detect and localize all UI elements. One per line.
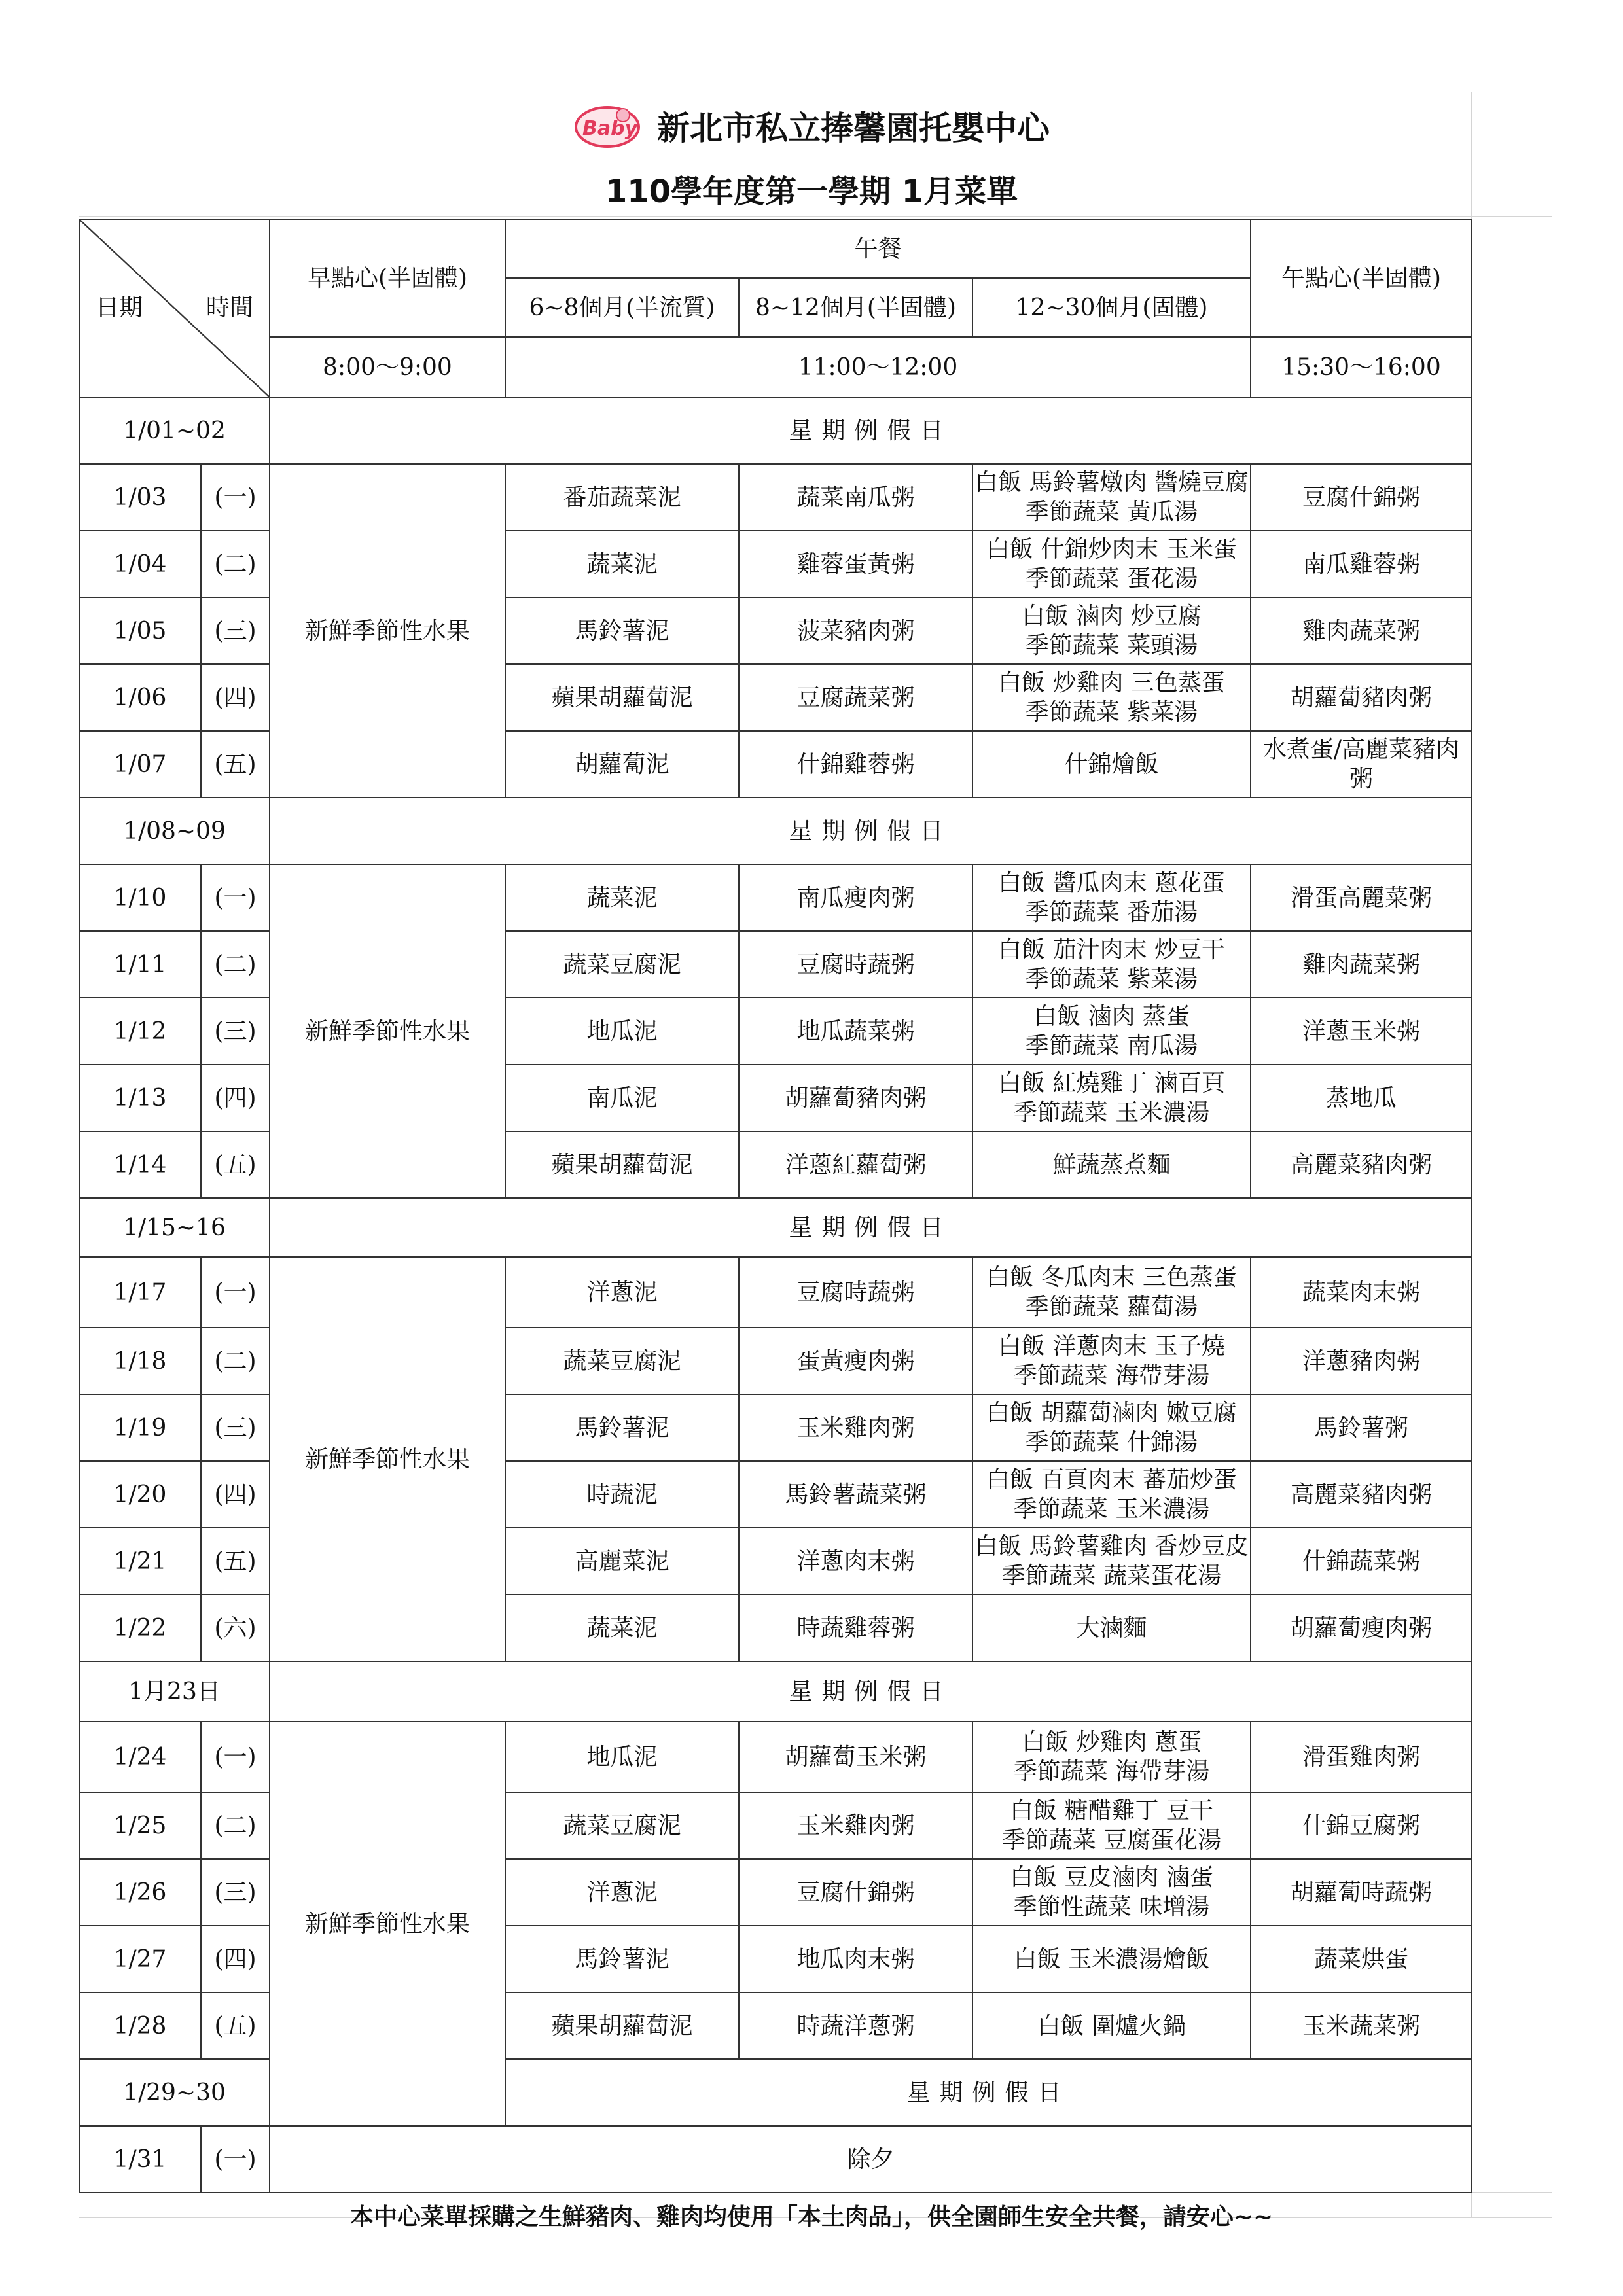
lunch-6-8: 馬鈴薯泥 [505, 1926, 739, 1992]
holiday-date: 1/01~02 [79, 397, 270, 464]
date-cell: 1/05 [79, 597, 201, 664]
date-cell: 1/21 [79, 1528, 201, 1595]
lunch-8-12: 蛋黃瘦肉粥 [739, 1328, 972, 1394]
lunch-12-30 [972, 1328, 1251, 1394]
weekday-cell: (三) [201, 998, 270, 1065]
lunch-8-12: 洋蔥紅蘿蔔粥 [739, 1131, 972, 1198]
lunch-12-30-line2: 季節蔬菜 菜頭湯 [1025, 632, 1198, 659]
lunch-12-30 [972, 1595, 1251, 1661]
holiday-label: 星期例假日 [270, 798, 1472, 864]
date-cell: 1/19 [79, 1394, 201, 1461]
lunch-12-30 [972, 464, 1251, 531]
lunch-8-12: 什錦雞蓉粥 [739, 731, 972, 798]
lunch-6-8: 時蔬泥 [505, 1461, 739, 1528]
lunch-6-8: 胡蘿蔔泥 [505, 731, 739, 798]
lunch-12-30-line2: 季節蔬菜 什錦湯 [1025, 1429, 1198, 1456]
holiday-date: 1/08~09 [79, 798, 270, 864]
special-cell: 除夕 [270, 2126, 1472, 2193]
lunch-12-30-line1: 什錦燴飯 [1064, 751, 1159, 778]
lunch-12-30 [972, 1528, 1251, 1595]
date-cell: 1/12 [79, 998, 201, 1065]
snack-cell: 胡蘿蔔時蔬粥 [1251, 1859, 1472, 1926]
lunch-6-8: 洋蔥泥 [505, 1257, 739, 1328]
lunch-6-8: 蔬菜泥 [505, 1595, 739, 1661]
lunch-12-30-line1: 白飯 豆皮滷肉 滷蛋 [1010, 1864, 1213, 1891]
date-cell: 1/03 [79, 464, 201, 531]
holiday-row [79, 1198, 1472, 1257]
lunch-12-30 [972, 1722, 1251, 1792]
lunch-12-30-line1: 白飯 糖醋雞丁 豆干 [1010, 1797, 1213, 1824]
lunch-6-8: 馬鈴薯泥 [505, 1394, 739, 1461]
lunch-6-8: 洋蔥泥 [505, 1859, 739, 1926]
baby-logo-icon [573, 102, 641, 149]
lunch-time: 11:00～12:00 [505, 337, 1251, 397]
lunch-12-30-line1: 白飯 洋蔥肉末 玉子燒 [998, 1333, 1225, 1360]
holiday-date: 1/29~30 [79, 2059, 270, 2126]
snack-cell: 玉米蔬菜粥 [1251, 1992, 1472, 2059]
lunch-12-30-line2: 季節蔬菜 蘿蔔湯 [1025, 1294, 1198, 1320]
lunch-12-30 [972, 1257, 1251, 1328]
breakfast-fruit: 新鮮季節性水果 [270, 1722, 505, 2126]
date-cell: 1/25 [79, 1792, 201, 1859]
date-cell: 1/27 [79, 1926, 201, 1992]
lunch-6-8: 高麗菜泥 [505, 1528, 739, 1595]
lunch-6-8: 蔬菜泥 [505, 864, 739, 931]
breakfast-header: 早點心(半固體) [270, 219, 505, 337]
lunch-6-8: 地瓜泥 [505, 1722, 739, 1792]
lunch-8-12: 玉米雞肉粥 [739, 1792, 972, 1859]
snack-cell: 蔬菜肉末粥 [1251, 1257, 1472, 1328]
snack-cell: 蔬菜烘蛋 [1251, 1926, 1472, 1992]
weekday-cell: (四) [201, 1461, 270, 1528]
weekday-cell: (四) [201, 664, 270, 731]
date-cell: 1/24 [79, 1722, 201, 1792]
lunch-8-12: 蔬菜南瓜粥 [739, 464, 972, 531]
center-title [0, 99, 1623, 152]
lunch-8-12: 南瓜瘦肉粥 [739, 864, 972, 931]
lunch-12-30-line2: 季節蔬菜 海帶芽湯 [1013, 1758, 1210, 1785]
weekday-cell: (二) [201, 531, 270, 597]
sheet-guide [79, 216, 1552, 217]
weekday-cell: (二) [201, 1792, 270, 1859]
lunch-12-30-line1: 白飯 馬鈴薯燉肉 醬燒豆腐 [974, 469, 1249, 496]
weekday-cell: (二) [201, 931, 270, 998]
weekday-cell: (三) [201, 1394, 270, 1461]
lunch-8-12-header: 8~12個月(半固體) [739, 278, 972, 337]
weekday-cell: (一) [201, 1257, 270, 1328]
lunch-12-30-line1: 白飯 紅燒雞丁 滷百頁 [998, 1070, 1225, 1097]
weekday-cell: (三) [201, 1859, 270, 1926]
lunch-6-8: 蘋果胡蘿蔔泥 [505, 1131, 739, 1198]
holiday-label: 星期例假日 [270, 1661, 1472, 1722]
holiday-label: 星期例假日 [270, 397, 1472, 464]
lunch-12-30-line1: 白飯 圍爐火鍋 [1037, 2012, 1186, 2040]
holiday-row [79, 1661, 1472, 1722]
breakfast-fruit: 新鮮季節性水果 [270, 464, 505, 798]
lunch-12-30 [972, 1131, 1251, 1198]
lunch-12-30-header: 12~30個月(固體) [972, 278, 1251, 337]
lunch-12-30-line2: 季節蔬菜 南瓜湯 [1025, 1033, 1198, 1059]
time-label: 時間 [205, 294, 253, 321]
date-cell: 1/22 [79, 1595, 201, 1661]
date-cell: 1/20 [79, 1461, 201, 1528]
lunch-12-30-line1: 白飯 醬瓜肉末 蔥花蛋 [998, 870, 1225, 896]
lunch-12-30-line2: 季節蔬菜 玉米濃湯 [1013, 1496, 1210, 1523]
lunch-8-12: 豆腐時蔬粥 [739, 1257, 972, 1328]
lunch-12-30 [972, 1065, 1251, 1131]
lunch-6-8: 蘋果胡蘿蔔泥 [505, 664, 739, 731]
lunch-12-30-line2: 季節蔬菜 番茄湯 [1025, 899, 1198, 926]
snack-time: 15:30～16:00 [1251, 337, 1472, 397]
lunch-12-30-line1: 白飯 胡蘿蔔滷肉 嫩豆腐 [986, 1400, 1237, 1426]
lunch-6-8: 蔬菜豆腐泥 [505, 1792, 739, 1859]
breakfast-fruit: 新鮮季節性水果 [270, 1257, 505, 1661]
menu-table [79, 219, 1472, 2193]
weekday-cell: (一) [201, 464, 270, 531]
snack-cell: 雞肉蔬菜粥 [1251, 597, 1472, 664]
date-cell: 1/07 [79, 731, 201, 798]
lunch-8-12: 雞蓉蛋黃粥 [739, 531, 972, 597]
snack-cell: 雞肉蔬菜粥 [1251, 931, 1472, 998]
weekday-cell: (一) [201, 1722, 270, 1792]
lunch-12-30-line1: 白飯 冬瓜肉末 三色蒸蛋 [986, 1264, 1237, 1291]
lunch-12-30 [972, 1792, 1251, 1859]
weekday-cell: (二) [201, 1328, 270, 1394]
menu-row [79, 1722, 1472, 1792]
date-label: 日期 [96, 294, 143, 321]
lunch-12-30 [972, 1992, 1251, 2059]
snack-cell: 滑蛋雞肉粥 [1251, 1722, 1472, 1792]
breakfast-time: 8:00～9:00 [270, 337, 505, 397]
date-cell: 1/10 [79, 864, 201, 931]
date-cell: 1/26 [79, 1859, 201, 1926]
lunch-12-30-line1: 白飯 什錦炒肉末 玉米蛋 [986, 536, 1237, 563]
lunch-8-12: 胡蘿蔔豬肉粥 [739, 1065, 972, 1131]
lunch-8-12: 地瓜蔬菜粥 [739, 998, 972, 1065]
lunch-8-12: 馬鈴薯蔬菜粥 [739, 1461, 972, 1528]
lunch-12-30-line2: 季節蔬菜 紫菜湯 [1025, 699, 1198, 726]
date-cell: 1/28 [79, 1992, 201, 2059]
lunch-12-30-line1: 白飯 茄汁肉末 炒豆干 [998, 936, 1225, 963]
lunch-6-8: 番茄蔬菜泥 [505, 464, 739, 531]
lunch-8-12: 時蔬洋蔥粥 [739, 1992, 972, 2059]
date-cell: 1/18 [79, 1328, 201, 1394]
weekday-cell: (一) [201, 864, 270, 931]
date-cell: 1/31 [79, 2126, 201, 2193]
lunch-12-30 [972, 864, 1251, 931]
holiday-label: 星期例假日 [505, 2059, 1472, 2126]
footer-note: 本中心菜單採購之生鮮豬肉、雞肉均使用「本土肉品」，供全園師生安全共餐，請安心~~ [349, 2203, 1274, 2231]
lunch-8-12: 胡蘿蔔玉米粥 [739, 1722, 972, 1792]
menu-row [79, 1257, 1472, 1328]
weekday-cell: (五) [201, 1131, 270, 1198]
lunch-12-30 [972, 1859, 1251, 1926]
weekday-cell: (三) [201, 597, 270, 664]
date-cell: 1/13 [79, 1065, 201, 1131]
snack-cell: 什錦豆腐粥 [1251, 1792, 1472, 1859]
lunch-8-12: 玉米雞肉粥 [739, 1394, 972, 1461]
snack-header: 午點心(半固體) [1251, 219, 1472, 337]
snack-cell: 蒸地瓜 [1251, 1065, 1472, 1131]
holiday-date: 1月23日 [79, 1661, 270, 1722]
lunch-8-12: 豆腐蔬菜粥 [739, 664, 972, 731]
lunch-12-30-line2: 季節蔬菜 海帶芽湯 [1013, 1362, 1210, 1389]
weekday-cell: (五) [201, 1528, 270, 1595]
lunch-12-30-line2: 季節蔬菜 玉米濃湯 [1013, 1099, 1210, 1126]
date-time-header [79, 219, 270, 397]
lunch-6-8: 地瓜泥 [505, 998, 739, 1065]
lunch-12-30-line2: 季節蔬菜 蔬菜蛋花湯 [1001, 1563, 1222, 1589]
lunch-12-30 [972, 931, 1251, 998]
holiday-label: 星期例假日 [270, 1198, 1472, 1257]
lunch-6-8: 蔬菜豆腐泥 [505, 931, 739, 998]
lunch-6-8: 蔬菜豆腐泥 [505, 1328, 739, 1394]
lunch-12-30 [972, 998, 1251, 1065]
center-name: 新北市私立捧馨園托嬰中心 [657, 109, 1050, 147]
weekday-cell: (四) [201, 1065, 270, 1131]
menu-title: 110學年度第一學期 1月菜單 [605, 173, 1018, 210]
lunch-12-30-line1: 白飯 滷肉 炒豆腐 [1022, 603, 1202, 629]
snack-cell: 馬鈴薯粥 [1251, 1394, 1472, 1461]
date-cell: 1/04 [79, 531, 201, 597]
snack-cell: 豆腐什錦粥 [1251, 464, 1472, 531]
snack-cell: 南瓜雞蓉粥 [1251, 531, 1472, 597]
lunch-12-30-line1: 鮮蔬蒸煮麵 [1052, 1151, 1171, 1178]
lunch-12-30-line2: 季節蔬菜 黃瓜湯 [1025, 499, 1198, 525]
lunch-6-8-header: 6~8個月(半流質) [505, 278, 739, 337]
weekday-cell: (五) [201, 1992, 270, 2059]
breakfast-fruit: 新鮮季節性水果 [270, 864, 505, 1198]
lunch-6-8: 南瓜泥 [505, 1065, 739, 1131]
weekday-cell: (四) [201, 1926, 270, 1992]
date-cell: 1/14 [79, 1131, 201, 1198]
lunch-12-30 [972, 1461, 1251, 1528]
logo-text: Baby [582, 117, 638, 140]
snack-cell: 水煮蛋/高麗菜豬肉粥 [1251, 731, 1472, 798]
snack-cell: 洋蔥玉米粥 [1251, 998, 1472, 1065]
lunch-12-30-line1: 白飯 玉米濃湯燴飯 [1013, 1945, 1210, 1973]
date-cell: 1/11 [79, 931, 201, 998]
date-cell: 1/06 [79, 664, 201, 731]
lunch-12-30 [972, 1926, 1251, 1992]
lunch-8-12: 菠菜豬肉粥 [739, 597, 972, 664]
lunch-6-8: 蘋果胡蘿蔔泥 [505, 1992, 739, 2059]
snack-cell: 高麗菜豬肉粥 [1251, 1131, 1472, 1198]
holiday-date: 1/15~16 [79, 1198, 270, 1257]
snack-cell: 洋蔥豬肉粥 [1251, 1328, 1472, 1394]
lunch-6-8: 馬鈴薯泥 [505, 597, 739, 664]
lunch-12-30-line1: 白飯 滷肉 蒸蛋 [1033, 1003, 1190, 1030]
lunch-12-30 [972, 597, 1251, 664]
lunch-12-30 [972, 531, 1251, 597]
menu-row [79, 2126, 1472, 2193]
lunch-12-30 [972, 1394, 1251, 1461]
lunch-12-30-line1: 大滷麵 [1076, 1614, 1147, 1642]
snack-cell: 滑蛋高麗菜粥 [1251, 864, 1472, 931]
lunch-12-30-line1: 白飯 百頁肉末 蕃茄炒蛋 [986, 1466, 1237, 1493]
lunch-8-12: 洋蔥肉末粥 [739, 1528, 972, 1595]
lunch-12-30-line1: 白飯 炒雞肉 蔥蛋 [1022, 1729, 1202, 1756]
holiday-row [79, 397, 1472, 464]
lunch-12-30-line1: 白飯 馬鈴薯雞肉 香炒豆皮 [974, 1533, 1249, 1560]
lunch-header: 午餐 [505, 219, 1251, 278]
lunch-12-30-line2: 季節蔬菜 紫菜湯 [1025, 966, 1198, 993]
date-cell: 1/17 [79, 1257, 201, 1328]
weekday-cell: (一) [201, 2126, 270, 2193]
lunch-8-12: 豆腐時蔬粥 [739, 931, 972, 998]
lunch-8-12: 地瓜肉末粥 [739, 1926, 972, 1992]
weekday-cell: (五) [201, 731, 270, 798]
lunch-12-30-line2: 季節性蔬菜 味增湯 [1013, 1894, 1210, 1920]
weekday-cell: (六) [201, 1595, 270, 1661]
snack-cell: 胡蘿蔔瘦肉粥 [1251, 1595, 1472, 1661]
snack-cell: 胡蘿蔔豬肉粥 [1251, 664, 1472, 731]
lunch-8-12: 豆腐什錦粥 [739, 1859, 972, 1926]
lunch-8-12: 時蔬雞蓉粥 [739, 1595, 972, 1661]
snack-cell: 什錦蔬菜粥 [1251, 1528, 1472, 1595]
lunch-12-30 [972, 731, 1251, 798]
lunch-12-30-line2: 季節蔬菜 豆腐蛋花湯 [1001, 1827, 1222, 1854]
menu-row [79, 464, 1472, 531]
snack-cell: 高麗菜豬肉粥 [1251, 1461, 1472, 1528]
lunch-6-8: 蔬菜泥 [505, 531, 739, 597]
holiday-row [79, 798, 1472, 864]
lunch-12-30-line1: 白飯 炒雞肉 三色蒸蛋 [998, 669, 1225, 696]
lunch-12-30 [972, 664, 1251, 731]
menu-row [79, 864, 1472, 931]
lunch-12-30-line2: 季節蔬菜 蛋花湯 [1025, 565, 1198, 592]
